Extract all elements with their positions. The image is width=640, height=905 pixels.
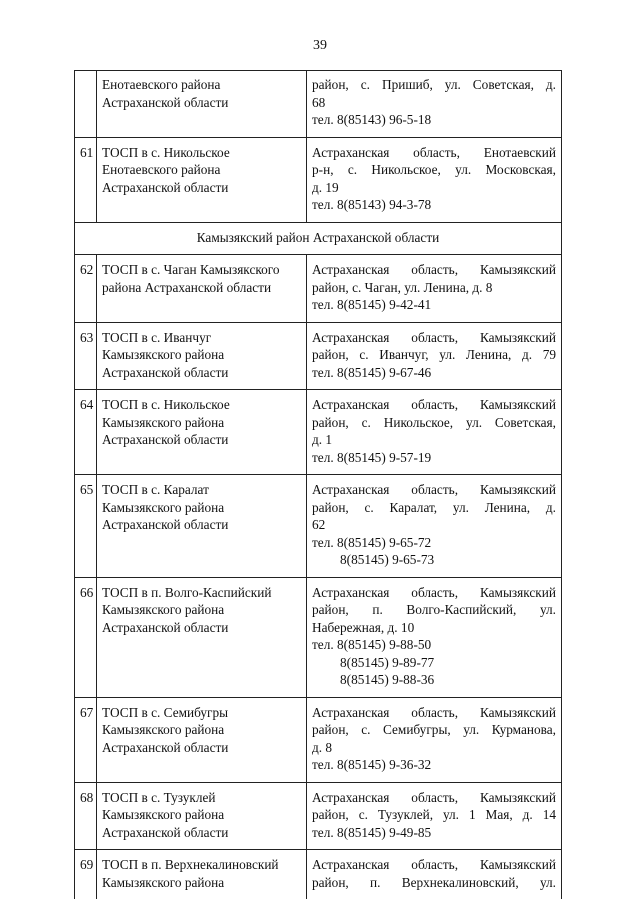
address-cell	[307, 475, 562, 578]
table-row	[75, 475, 562, 578]
office-name-line: ТОСП в с. Никольское	[102, 397, 230, 412]
office-name-line: ТОСП в п. Волго-Каспийский	[102, 584, 272, 600]
address-line: Астраханская область, Камызякский	[312, 789, 556, 805]
address-cell	[307, 782, 562, 850]
office-name-line: Астраханской области	[102, 739, 229, 755]
address-line: район, с. Тузуклей, ул. 1 Мая, д. 14	[312, 807, 556, 822]
row-number: 68	[75, 782, 97, 850]
address-line: Астраханская область, Енотаевский	[312, 144, 556, 160]
office-name-cell	[97, 137, 307, 222]
office-name-line: Камызякского района	[102, 722, 225, 737]
address-cell	[307, 390, 562, 475]
section-row	[75, 222, 562, 255]
address-line: Астраханская область, Камызякский	[312, 482, 556, 497]
office-name-cell	[97, 697, 307, 782]
table-row	[75, 697, 562, 782]
address-line: Астраханская область, Камызякский	[312, 584, 556, 600]
address-line: тел. 8(85145) 9-42-41	[312, 297, 432, 312]
address-line: тел. 8(85143) 94-3-78	[312, 197, 432, 212]
address-line: Астраханская область, Камызякский	[312, 704, 556, 720]
address-line: д. 1	[312, 432, 333, 447]
address-line: д. 8	[312, 739, 333, 755]
address-line: 8(85145) 9-88-36	[340, 672, 435, 687]
office-name-cell	[97, 782, 307, 850]
office-name-line: Камызякского района	[102, 414, 225, 430]
office-name-line: района Астраханской области	[102, 279, 272, 295]
office-name-line: Астраханской области	[102, 824, 229, 840]
office-name-line: Астраханской области	[102, 364, 229, 380]
address-line: тел. 8(85145) 9-36-32	[312, 757, 432, 772]
row-number: 62	[75, 255, 97, 323]
office-name-line: Астраханской области	[102, 432, 229, 447]
page-number: 39	[313, 38, 327, 53]
office-name-line: ТОСП в с. Чаган Камызякского	[102, 262, 280, 277]
address-line: д. 19	[312, 179, 339, 195]
address-cell	[307, 71, 562, 138]
address-line: район, с. Иванчуг, ул. Ленина, д. 79	[312, 347, 556, 362]
address-line: Астраханская область, Камызякский	[312, 397, 556, 412]
address-line: 8(85145) 9-65-73	[340, 552, 435, 567]
office-name-line: ТОСП в с. Каралат	[102, 482, 209, 497]
section-heading: Камызякский район Астраханской области	[75, 222, 562, 255]
office-name-line: Камызякского района	[102, 602, 225, 617]
office-name-cell	[97, 577, 307, 697]
address-line: тел. 8(85143) 96-5-18	[312, 112, 432, 127]
address-line: район, п. Волго-Каспийский, ул.	[312, 602, 556, 617]
row-number: 65	[75, 475, 97, 578]
table-row	[75, 390, 562, 475]
row-number: 69	[75, 850, 97, 900]
address-cell	[307, 577, 562, 697]
address-line: район, с. Пришиб, ул. Советская, д.	[312, 77, 556, 92]
office-name-line: Камызякского района	[102, 347, 225, 362]
row-number	[75, 71, 97, 138]
office-name-line: Камызякского района	[102, 807, 225, 822]
office-name-line: ТОСП в с. Иванчуг	[102, 329, 212, 345]
address-cell	[307, 850, 562, 900]
row-number: 66	[75, 577, 97, 697]
address-cell	[307, 137, 562, 222]
address-cell	[307, 697, 562, 782]
table-row	[75, 255, 562, 323]
address-cell	[307, 322, 562, 390]
office-name-cell	[97, 850, 307, 900]
office-name-cell	[97, 322, 307, 390]
table-row	[75, 782, 562, 850]
office-name-line: ТОСП в с. Никольское	[102, 144, 230, 160]
registry-table-body	[75, 71, 562, 900]
row-number: 64	[75, 390, 97, 475]
address-line: 68	[312, 94, 326, 110]
row-number: 61	[75, 137, 97, 222]
address-line: Астраханская область, Камызякский	[312, 857, 556, 872]
office-name-line: Енотаевского района	[102, 77, 221, 92]
address-line: Астраханская область, Камызякский	[312, 329, 556, 345]
table-row	[75, 850, 562, 900]
registry-table	[74, 70, 562, 899]
office-name-line: Астраханской области	[102, 179, 229, 195]
office-name-line: ТОСП в с. Тузуклей	[102, 789, 216, 805]
row-number: 63	[75, 322, 97, 390]
address-line: тел. 8(85145) 9-67-46	[312, 364, 432, 380]
office-name-line: ТОСП в п. Верхнекалиновский	[102, 857, 279, 872]
office-name-line: Астраханской области	[102, 94, 229, 110]
address-cell	[307, 255, 562, 323]
address-line: район, с. Чаган, ул. Ленина, д. 8	[312, 279, 493, 295]
address-line: тел. 8(85145) 9-49-85	[312, 824, 432, 840]
office-name-line: Астраханской области	[102, 619, 229, 635]
office-name-cell	[97, 71, 307, 138]
row-number: 67	[75, 697, 97, 782]
table-row	[75, 322, 562, 390]
office-name-line: Астраханской области	[102, 517, 229, 532]
address-line: район, с. Семибугры, ул. Курманова,	[312, 722, 556, 737]
table-row	[75, 577, 562, 697]
office-name-cell	[97, 390, 307, 475]
address-line: тел. 8(85145) 9-57-19	[312, 449, 432, 465]
table-row	[75, 71, 562, 138]
address-line: тел. 8(85145) 9-88-50	[312, 637, 432, 652]
address-line: тел. 8(85145) 9-65-72	[312, 534, 432, 550]
table-row	[75, 137, 562, 222]
office-name-cell	[97, 475, 307, 578]
address-line: 8(85145) 9-89-77	[340, 654, 435, 670]
address-line: район, с. Каралат, ул. Ленина, д.	[312, 499, 556, 515]
office-name-line: Енотаевского района	[102, 162, 221, 177]
address-line: Астраханская область, Камызякский	[312, 262, 556, 277]
office-name-cell	[97, 255, 307, 323]
address-line: район, с. Никольское, ул. Советская,	[312, 414, 556, 430]
address-line: р-н, с. Никольское, ул. Московская,	[312, 162, 556, 177]
office-name-line: ТОСП в с. Семибугры	[102, 704, 229, 720]
office-name-line: Камызякского района	[102, 874, 225, 890]
address-line: Набережная, д. 10	[312, 619, 415, 635]
office-name-line: Камызякского района	[102, 499, 225, 515]
address-line: 62	[312, 517, 326, 532]
address-line: район, п. Верхнекалиновский, ул.	[312, 874, 556, 890]
